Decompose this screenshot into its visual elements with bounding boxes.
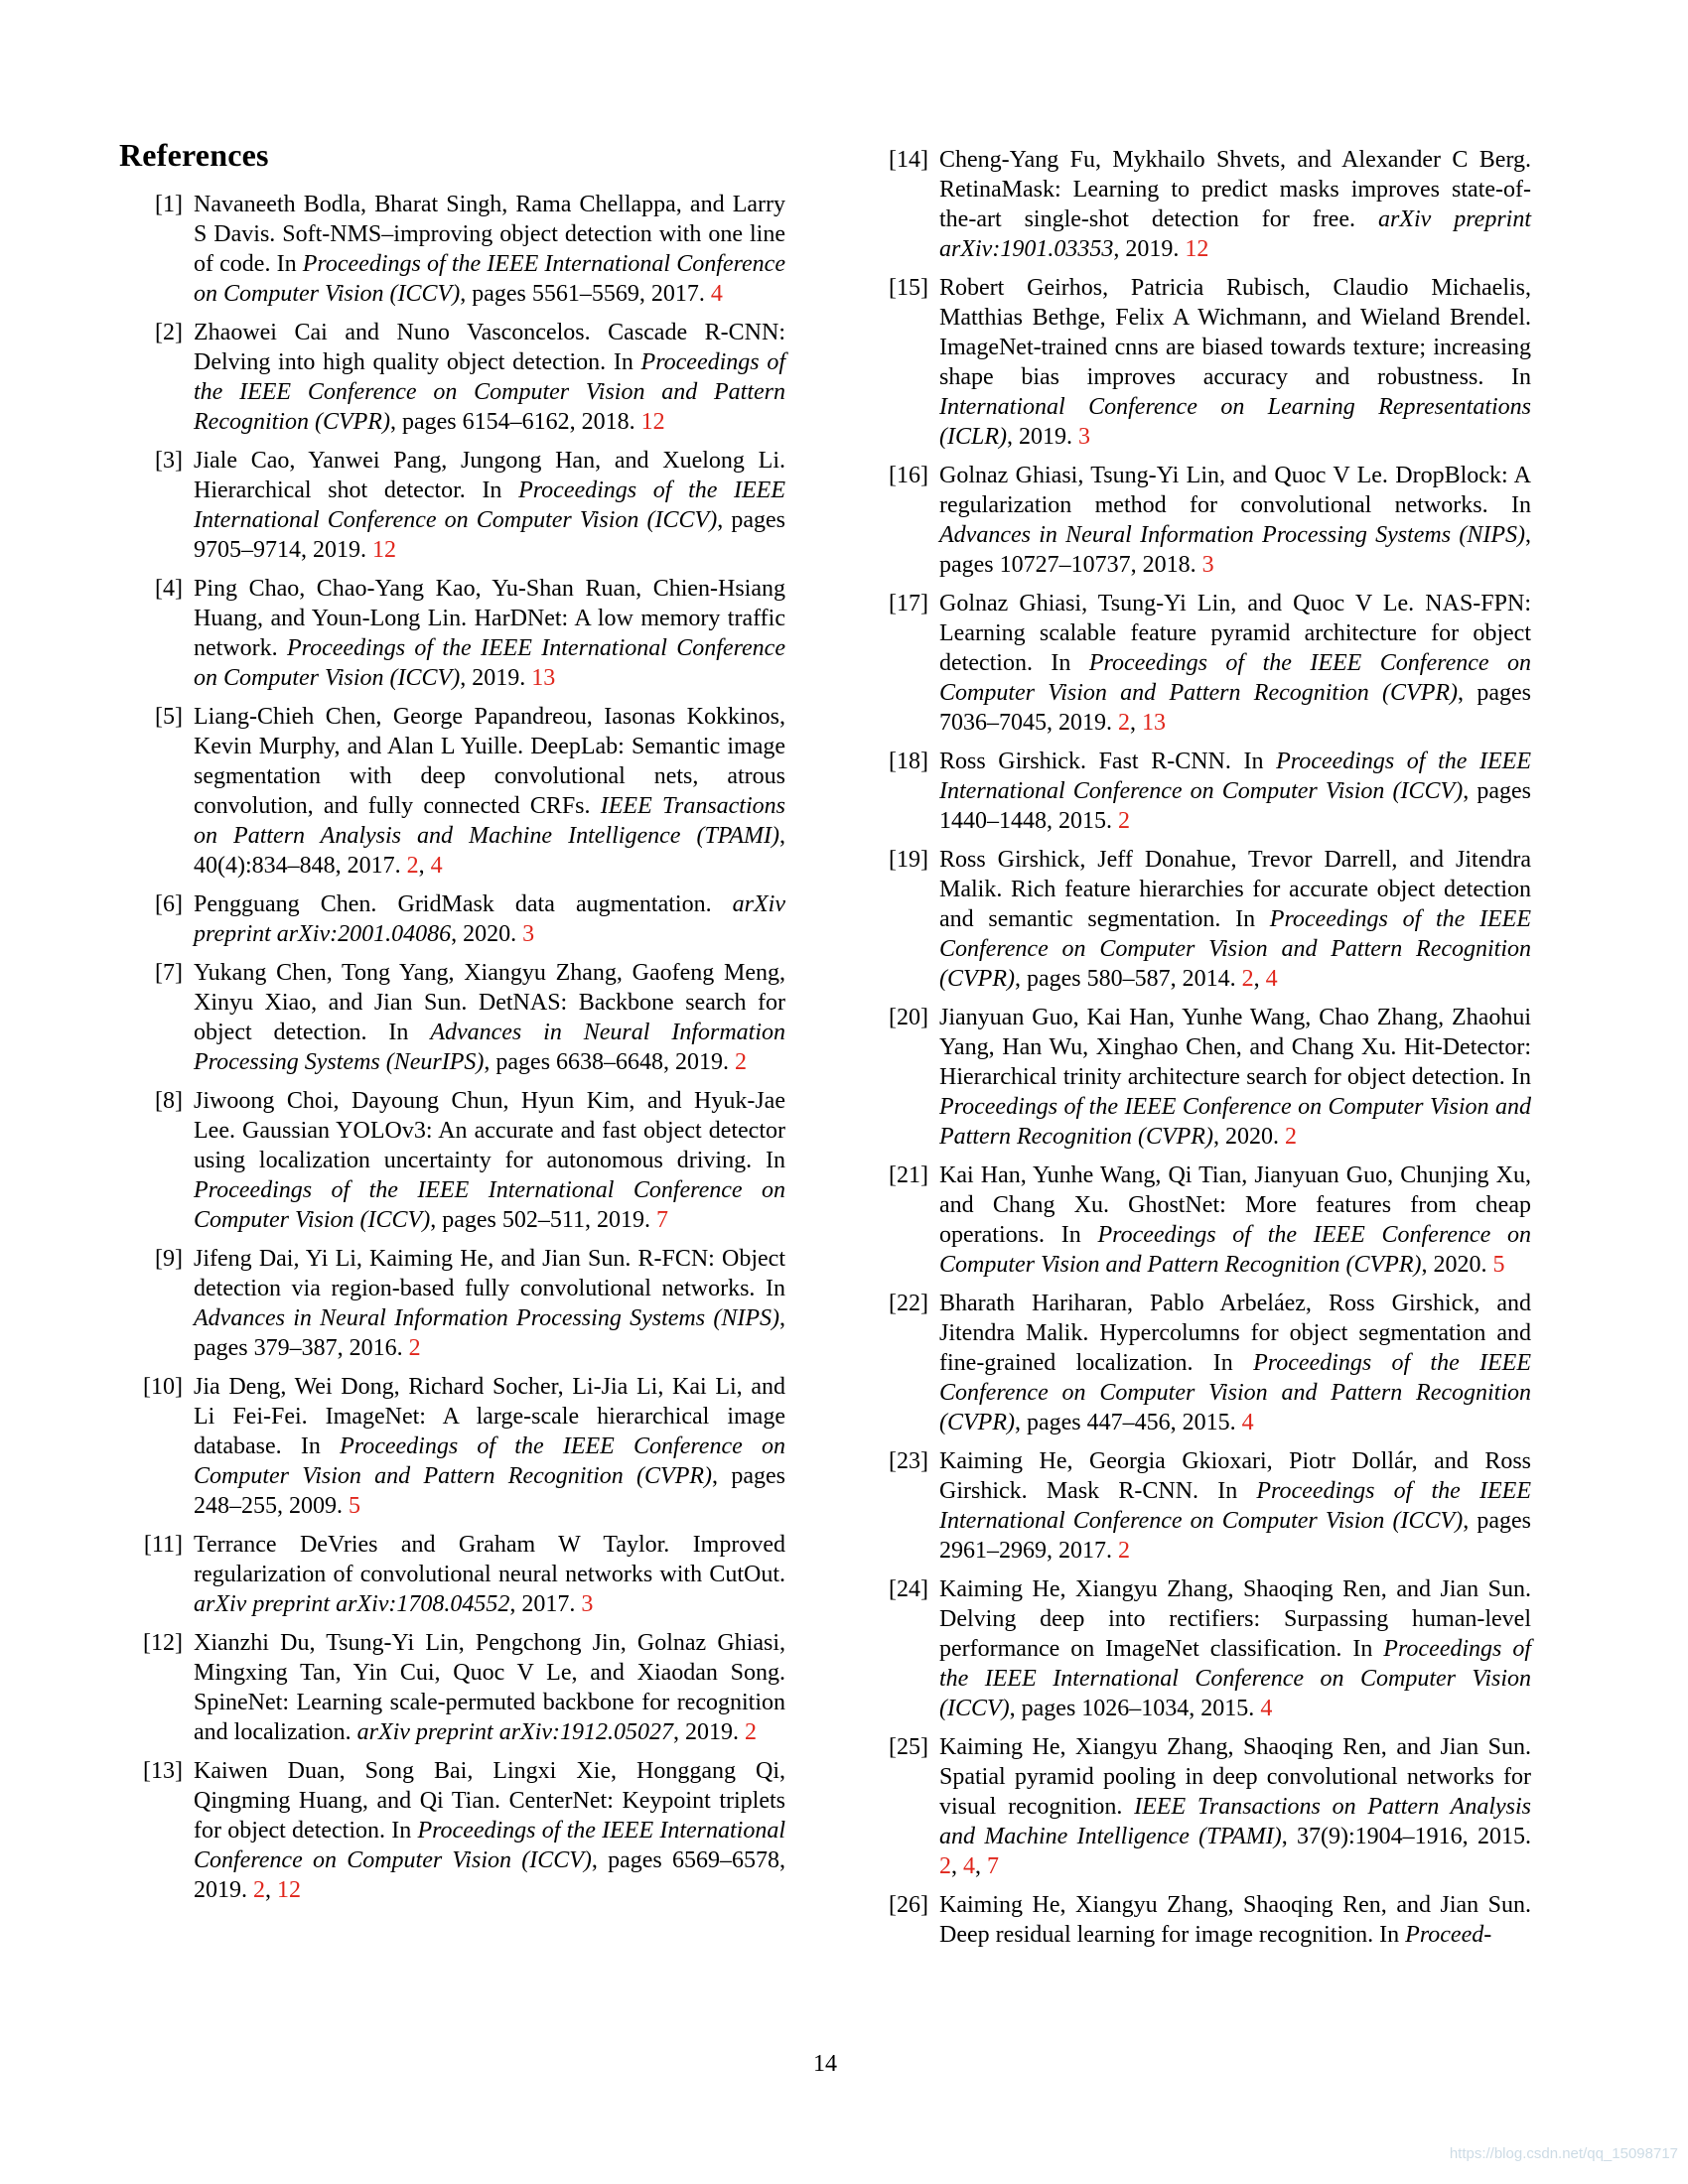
reference-text [939, 589, 1531, 738]
reference-label: [8] [155, 1088, 183, 1114]
reference-text-segment: , [951, 1853, 963, 1879]
reference-text [939, 1446, 1531, 1566]
venue-name: Proceedings of the IEEE Conference on Computer Vision and Pattern Recognition (CVPR) [194, 1433, 785, 1489]
reference-text-segment: , pages 580–587, 2014. [1014, 966, 1242, 992]
reference-text [939, 845, 1531, 994]
venue-name: Proceedings of the IEEE International Conference on Computer Vision (ICCV) [939, 749, 1531, 804]
page-citation-link[interactable]: 2 [1118, 1538, 1130, 1564]
venue-name: arXiv preprint arXiv:1912.05027 [356, 1719, 674, 1745]
reference-text-segment: , pages 1440–1448, 2015. [939, 778, 1531, 834]
reference-text-segment: Kaiming He, Georgia Gkioxari, Piotr Dollár, and Ross Girshick. Mask R-CNN. In [939, 1448, 1531, 1504]
reference-label: [14] [889, 147, 928, 173]
page-citation-link[interactable]: 3 [1201, 552, 1214, 578]
reference-text [939, 145, 1531, 264]
reference-text [194, 1756, 785, 1905]
reference-text [939, 1003, 1531, 1152]
reference-label: [20] [889, 1005, 928, 1030]
reference-label: [21] [889, 1162, 928, 1188]
page-citation-link[interactable]: 2 [939, 1853, 951, 1879]
reference-text-segment: Bharath Hariharan, Pablo Arbeláez, Ross Girshick, and Jitendra Malik. Hypercolumns for object segmentation and fine-grained localization. In [939, 1291, 1531, 1376]
page-citation-link[interactable]: 12 [640, 409, 665, 435]
page-citation-link[interactable]: 2 [253, 1877, 265, 1903]
reference-text [194, 702, 785, 881]
reference-text-segment: Cheng-Yang Fu, Mykhailo Shvets, and Alexander C Berg. RetinaMask: Learning to predict masks improves state-of-the-art single-shot detection for free. [939, 147, 1531, 232]
reference-text-segment: , [1130, 710, 1142, 736]
reference-item [865, 747, 1531, 836]
venue-name: Proceedings of the IEEE Conference on Computer Vision and Pattern Recognition (CVPR) [939, 650, 1531, 706]
reference-text-segment: Ping Chao, Chao-Yang Kao, Yu-Shan Ruan, Chien-Hsiang Huang, and Youn-Long Lin. HarDNet: A low memory traffic network. [194, 576, 785, 661]
watermark: https://blog.csdn.net/qq_15098717 [1449, 2145, 1678, 2162]
venue-name: Proceedings of the IEEE International Conference on Computer Vision (ICCV) [194, 1177, 785, 1233]
reference-text-segment: Golnaz Ghiasi, Tsung-Yi Lin, and Quoc V Le. NAS-FPN: Learning scalable feature pyramid architecture for object detection. In [939, 591, 1531, 676]
reference-item [865, 1003, 1531, 1152]
reference-label: [7] [155, 960, 183, 986]
reference-item [865, 1890, 1531, 1950]
reference-item [119, 318, 785, 437]
page-citation-link[interactable]: 5 [1492, 1252, 1505, 1278]
reference-text-segment: Jianyuan Guo, Kai Han, Yunhe Wang, Chao Zhang, Zhaohui Yang, Han Wu, Xinghao Chen, and Chang Xu. Hit-Detector: Hierarchical trinity architecture search for object detection. In [939, 1005, 1531, 1090]
reference-label: [23] [889, 1448, 928, 1474]
reference-label: [10] [143, 1374, 183, 1400]
reference-item [119, 1086, 785, 1235]
venue-name: Proceedings of the IEEE International Conference on Computer Vision (ICCV) [939, 1636, 1531, 1721]
page-citation-link[interactable]: 7 [655, 1207, 668, 1233]
reference-text [194, 1372, 785, 1521]
reference-text [939, 1890, 1531, 1950]
reference-label: [5] [155, 704, 183, 730]
reference-text [194, 446, 785, 565]
venue-name: arXiv preprint arXiv:2001.04086 [194, 891, 785, 947]
reference-text-segment: , 2019. [460, 665, 532, 691]
page-citation-link[interactable]: 2 [1241, 966, 1254, 992]
reference-text-segment: Jifeng Dai, Yi Li, Kaiming He, and Jian Sun. R-FCN: Object detection via region-based fully convolutional networks. In [194, 1246, 785, 1301]
reference-label: [9] [155, 1246, 183, 1272]
reference-text-segment: , 40(4):834–848, 2017. [194, 823, 785, 879]
references-heading: References [119, 137, 269, 173]
reference-text-segment: , pages 502–511, 2019. [430, 1207, 656, 1233]
reference-text-segment: , 2020. [1212, 1124, 1285, 1150]
reference-item [119, 889, 785, 949]
reference-text-segment: , [418, 853, 431, 879]
venue-name: Proceed- [1405, 1922, 1492, 1948]
reference-text-segment: Robert Geirhos, Patricia Rubisch, Claudio Michaelis, Matthias Bethge, Felix A Wichmann, and Wieland Brendel. ImageNet-trained cnns are biased towards texture; increasing shape bias improves accuracy and robustness. In [939, 275, 1531, 390]
page-citation-link[interactable]: 4 [963, 1853, 975, 1879]
venue-name: International Conference on Learning Representations (ICLR) [939, 394, 1531, 450]
reference-text [194, 889, 785, 949]
reference-item [119, 1628, 785, 1747]
page-citation-link[interactable]: 12 [372, 537, 396, 563]
reference-item [865, 145, 1531, 264]
reference-text-segment: Kai Han, Yunhe Wang, Qi Tian, Jianyuan Guo, Chunjing Xu, and Chang Xu. GhostNet: More features from cheap operations. In [939, 1162, 1531, 1248]
reference-text-segment: , pages 6638–6648, 2019. [484, 1049, 736, 1075]
reference-item [865, 845, 1531, 994]
reference-text-segment: , 2020. [451, 921, 523, 947]
reference-text [194, 318, 785, 437]
page-citation-link[interactable]: 13 [531, 665, 556, 691]
reference-text-segment: Ross Girshick. Fast R-CNN. In [939, 749, 1277, 774]
reference-item [119, 1372, 785, 1521]
reference-text-segment: Jia Deng, Wei Dong, Richard Socher, Li-Jia Li, Kai Li, and Li Fei-Fei. ImageNet: A large-scale hierarchical image database. In [194, 1374, 785, 1459]
venue-name: Proceedings of the IEEE International Conference on Computer Vision (ICCV) [194, 251, 785, 307]
reference-text-segment: , pages 7036–7045, 2019. [939, 680, 1532, 736]
reference-text [939, 273, 1531, 452]
reference-text-segment: Kaiwen Duan, Song Bai, Lingxi Xie, Honggang Qi, Qingming Huang, and Qi Tian. CenterNet: Keypoint triplets for object detection. In [194, 1758, 785, 1843]
page-citation-link[interactable]: 2 [406, 853, 419, 879]
page-citation-link[interactable]: 4 [1265, 966, 1278, 992]
reference-label: [24] [889, 1576, 928, 1602]
venue-name: Proceedings of the IEEE International Conference on Computer Vision (ICCV) [194, 1818, 785, 1873]
reference-label: [19] [889, 847, 928, 873]
page-citation-link[interactable]: 4 [1241, 1410, 1254, 1435]
reference-text [194, 190, 785, 309]
reference-text-segment: Kaiming He, Xiangyu Zhang, Shaoqing Ren, and Jian Sun. Delving deep into rectifiers: Surpassing human-level performance on ImageNet classification. In [939, 1576, 1531, 1662]
reference-text-segment: Navaneeth Bodla, Bharat Singh, Rama Chellappa, and Larry S Davis. Soft-NMS–improving object detection with one line of code. In [194, 192, 785, 277]
reference-text-segment: , 2020. [1421, 1252, 1493, 1278]
reference-item [865, 1160, 1531, 1280]
venue-name: Proceedings of the IEEE International Conference on Computer Vision (ICCV) [194, 478, 785, 533]
reference-text-segment: , pages 447–456, 2015. [1014, 1410, 1242, 1435]
reference-text [194, 1530, 785, 1619]
reference-text [939, 1574, 1531, 1723]
page-citation-link[interactable]: 12 [277, 1877, 301, 1903]
reference-text-segment: Terrance DeVries and Graham W Taylor. Improved regularization of convolutional neural networks with CutOut. [194, 1532, 785, 1587]
venue-name: Proceedings of the IEEE Conference on Computer Vision and Pattern Recognition (CVPR) [194, 349, 785, 435]
page-citation-link[interactable]: 2 [1284, 1124, 1297, 1150]
right-column [865, 137, 1531, 1959]
page-citation-link[interactable]: 3 [522, 921, 535, 947]
reference-text [939, 1732, 1531, 1881]
page-citation-link[interactable]: 2 [1118, 808, 1130, 834]
reference-text [194, 1628, 785, 1747]
two-column-layout [119, 137, 1531, 1959]
reference-text-segment: , pages 6154–6162, 2018. [389, 409, 641, 435]
reference-text-segment: , pages 9705–9714, 2019. [194, 507, 785, 563]
reference-label: [4] [155, 576, 183, 602]
page-citation-link[interactable]: 5 [349, 1493, 360, 1519]
reference-text-segment: Kaiming He, Xiangyu Zhang, Shaoqing Ren, and Jian Sun. Deep residual learning for image recognition. In [939, 1892, 1531, 1948]
reference-text [194, 1086, 785, 1235]
page-citation-link[interactable]: 7 [987, 1853, 999, 1879]
reference-text [194, 1244, 785, 1363]
venue-name: Advances in Neural Information Processing Systems (NIPS) [939, 522, 1525, 548]
reference-text-segment: , 2019. [1007, 424, 1078, 450]
references-list-right [865, 145, 1531, 1950]
reference-text-segment: Kaiming He, Xiangyu Zhang, Shaoqing Ren, and Jian Sun. Spatial pyramid pooling in deep convolutional networks for visual recognition. [939, 1734, 1531, 1820]
reference-text [939, 461, 1531, 580]
reference-text-segment: Pengguang Chen. GridMask data augmentation. [194, 891, 733, 917]
reference-item [865, 1574, 1531, 1723]
reference-item [865, 461, 1531, 580]
venue-name: arXiv preprint arXiv:1901.03353 [939, 206, 1532, 262]
venue-name: Advances in Neural Information Processing Systems (NIPS) [194, 1305, 779, 1331]
reference-label: [25] [889, 1734, 928, 1760]
reference-text-segment: , [975, 1853, 987, 1879]
reference-label: [15] [889, 275, 928, 301]
page-citation-link[interactable]: 13 [1142, 710, 1166, 736]
reference-text-segment: , [265, 1877, 277, 1903]
page-citation-link[interactable]: 3 [1078, 424, 1090, 450]
reference-item [119, 574, 785, 693]
reference-text-segment: , pages 2961–2969, 2017. [939, 1508, 1531, 1564]
reference-text-segment: , 2019. [1113, 236, 1186, 262]
reference-item [865, 1446, 1531, 1566]
left-column [119, 137, 785, 1959]
venue-name: Proceedings of the IEEE International Conference on Computer Vision (ICCV) [939, 1478, 1531, 1534]
reference-item [865, 1732, 1531, 1881]
reference-text-segment: , pages 379–387, 2016. [194, 1305, 785, 1361]
venue-name: Proceedings of the IEEE Conference on Computer Vision and Pattern Recognition (CVPR) [939, 906, 1531, 992]
venue-name: IEEE Transactions on Pattern Analysis and Machine Intelligence (TPAMI) [194, 793, 785, 849]
page-citation-link[interactable]: 4 [430, 853, 443, 879]
reference-text-segment: , pages 248–255, 2009. [194, 1463, 786, 1519]
reference-label: [13] [143, 1758, 183, 1784]
reference-text-segment: Golnaz Ghiasi, Tsung-Yi Lin, and Quoc V Le. DropBlock: A regularization method for convolutional networks. In [939, 463, 1531, 518]
reference-item [119, 1530, 785, 1619]
page-citation-link[interactable]: 2 [735, 1049, 748, 1075]
reference-text-segment: , 2017. [509, 1591, 582, 1617]
reference-text-segment: Liang-Chieh Chen, George Papandreou, Iasonas Kokkinos, Kevin Murphy, and Alan L Yuille. DeepLab: Semantic image segmentation with deep convolutional nets, atrous convolution, and fully connected CRFs. [194, 704, 785, 819]
reference-text-segment: , pages 5561–5569, 2017. [460, 281, 711, 307]
reference-label: [17] [889, 591, 928, 616]
reference-text-segment: , pages 10727–10737, 2018. [939, 522, 1531, 578]
reference-label: [11] [143, 1532, 183, 1558]
page-citation-link[interactable]: 2 [1118, 710, 1130, 736]
reference-label: [12] [143, 1630, 183, 1656]
reference-text-segment: , 2019. [673, 1719, 746, 1745]
reference-text-segment: Yukang Chen, Tong Yang, Xiangyu Zhang, Gaofeng Meng, Xinyu Xiao, and Jian Sun. DetNAS: Backbone search for object detection. In [194, 960, 785, 1045]
reference-text-segment: , [1253, 966, 1266, 992]
reference-text-segment: Zhaowei Cai and Nuno Vasconcelos. Cascade R-CNN: Delving into high quality object detection. In [194, 320, 785, 375]
page-citation-link[interactable]: 2 [408, 1335, 421, 1361]
venue-name: Proceedings of the IEEE Conference on Computer Vision and Pattern Recognition (CVPR) [939, 1222, 1531, 1278]
reference-item [865, 273, 1531, 452]
reference-label: [22] [889, 1291, 928, 1316]
page-number: 14 [813, 2051, 837, 2077]
reference-text [939, 747, 1531, 836]
reference-label: [3] [155, 448, 183, 474]
reference-label: [16] [889, 463, 928, 488]
page-citation-link[interactable]: 12 [1185, 236, 1209, 262]
page-citation-link[interactable]: 4 [1260, 1696, 1273, 1721]
venue-name: IEEE Transactions on Pattern Analysis and Machine Intelligence (TPAMI) [939, 1794, 1531, 1849]
reference-text-segment: , pages 6569–6578, 2019. [194, 1847, 785, 1903]
reference-item [865, 589, 1531, 738]
reference-label: [26] [889, 1892, 928, 1918]
venue-name: Proceedings of the IEEE Conference on Computer Vision and Pattern Recognition (CVPR) [939, 1350, 1531, 1435]
venue-name: Proceedings of the IEEE Conference on Computer Vision and Pattern Recognition (CVPR) [939, 1094, 1531, 1150]
page-citation-link[interactable]: 2 [745, 1719, 758, 1745]
reference-text [194, 574, 785, 693]
reference-label: [6] [155, 891, 183, 917]
references-list-left [119, 190, 785, 1905]
reference-label: [1] [155, 192, 183, 217]
reference-text-segment: Jiale Cao, Yanwei Pang, Jungong Han, and Xuelong Li. Hierarchical shot detector. In [194, 448, 785, 503]
reference-text-segment: Ross Girshick, Jeff Donahue, Trevor Darrell, and Jitendra Malik. Rich feature hierarchies for accurate object detection and semantic segmentation. In [939, 847, 1531, 932]
reference-item [119, 446, 785, 565]
reference-label: [18] [889, 749, 928, 774]
reference-text-segment: , pages 1026–1034, 2015. [1009, 1696, 1261, 1721]
reference-item [119, 702, 785, 881]
reference-label: [2] [155, 320, 183, 345]
venue-name: arXiv preprint arXiv:1708.04552 [194, 1591, 510, 1617]
reference-text [939, 1289, 1531, 1437]
reference-text-segment: Jiwoong Choi, Dayoung Chun, Hyun Kim, and Hyuk-Jae Lee. Gaussian YOLOv3: An accurate and fast object detector using localization uncertainty for autonomous driving. In [194, 1088, 785, 1173]
reference-item [119, 1756, 785, 1905]
reference-item [119, 958, 785, 1077]
venue-name: Proceedings of the IEEE International Conference on Computer Vision (ICCV) [194, 635, 785, 691]
reference-text [939, 1160, 1531, 1280]
venue-name: Advances in Neural Information Processing Systems (NeurIPS) [194, 1020, 785, 1075]
page-citation-link[interactable]: 4 [710, 281, 723, 307]
reference-text-segment: , 37(9):1904–1916, 2015. [1281, 1824, 1531, 1849]
reference-text [194, 958, 785, 1077]
reference-item [119, 190, 785, 309]
reference-item [119, 1244, 785, 1363]
page-citation-link[interactable]: 3 [581, 1591, 594, 1617]
reference-text-segment: Xianzhi Du, Tsung-Yi Lin, Pengchong Jin, Golnaz Ghiasi, Mingxing Tan, Yin Cui, Quoc V Le, and Xiaodan Song. SpineNet: Learning scale-permuted backbone for recognition and localization. [194, 1630, 785, 1745]
reference-item [865, 1289, 1531, 1437]
